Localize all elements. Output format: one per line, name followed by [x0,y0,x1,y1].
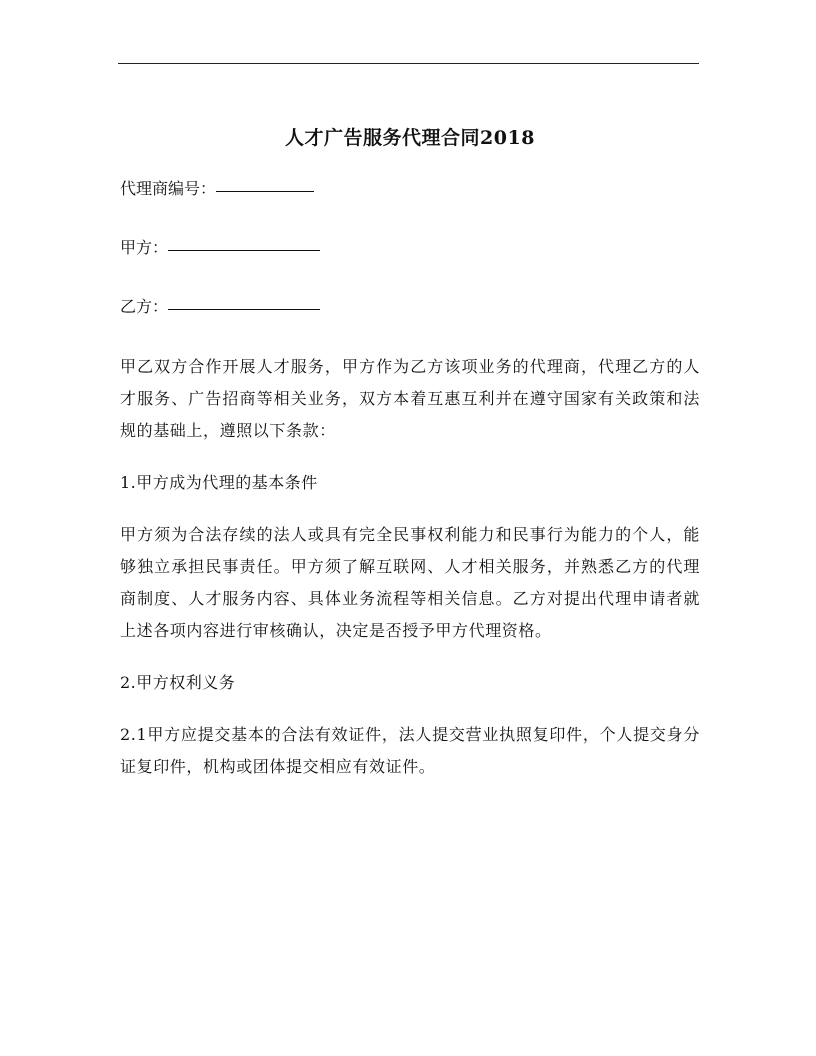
party-b-blank [168,292,320,310]
party-b-field [120,292,700,318]
section-2-heading: 2.甲方权利义务 [120,673,236,692]
agent-number-field [120,174,700,200]
agent-number-blank [216,174,314,192]
party-a-field [120,233,700,259]
intro-paragraph: 甲乙双方合作开展人才服务，甲方作为乙方该项业务的代理商，代理乙方的人才服务、广告招商等相关业务，双方本着互惠互利并在遵守国家有关政策和法规的基础上，遵照以下条款： [120,357,700,440]
document-title: 人才广告服务代理合同2018 [285,127,535,149]
document-body [120,120,700,803]
section-1-heading: 1.甲方成为代理的基本条件 [120,473,318,492]
party-a-blank [168,233,320,251]
party-b-label: 乙方： [120,297,169,316]
agent-number-label: 代理商编号： [120,179,217,198]
section-1-paragraph: 甲方须为合法存续的法人或具有完全民事权利能力和民事行为能力的个人，能够独立承担民事责任。甲方须了解互联网、人才相关服务，并熟悉乙方的代理商制度、人才服务内容、具体业务流程等相关信息。乙方对提出代理申请者就上述各项内容进行审核确认，决定是否授予甲方代理资格。 [120,525,700,640]
party-a-label: 甲方： [120,238,169,257]
section-2-1-paragraph: 2.1甲方应提交基本的合法有效证件，法人提交营业执照复印件，个人提交身分证复印件，机构或团体提交相应有效证件。 [120,725,700,776]
header-rule [118,63,699,64]
